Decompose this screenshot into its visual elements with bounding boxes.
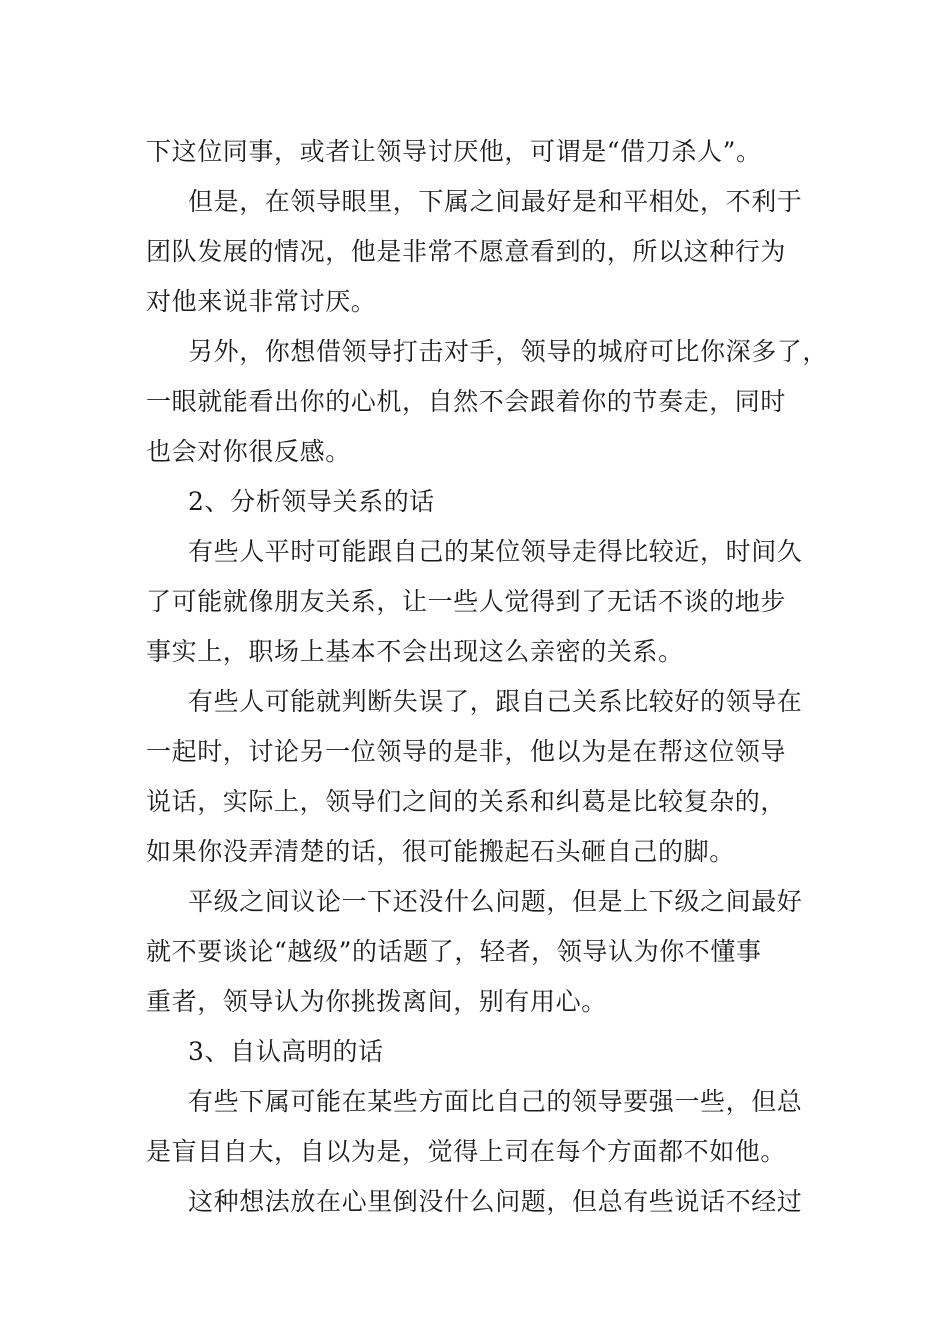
text-line: 有些人可能就判断失误了，跟自己关系比较好的领导在 <box>188 687 803 716</box>
text-line: 就不要谈论“越级”的话题了，轻者，领导认为你不懂事 <box>146 937 762 966</box>
text-line: 一起时，讨论另一位领导的是非，他以为是在帮这位领导 <box>146 737 787 766</box>
text-line: 但是，在领导眼里，下属之间最好是和平相处，不利于 <box>188 187 803 216</box>
text-line: 下这位同事，或者让领导讨厌他，可谓是“借刀杀人”。 <box>146 137 762 166</box>
text-line: 团队发展的情况，他是非常不愿意看到的，所以这种行为 <box>146 237 787 266</box>
text-line: 重者，领导认为你挑拨离间，别有用心。 <box>146 987 607 1016</box>
text-line: 有些人平时可能跟自己的某位领导走得比较近，时间久 <box>188 537 803 566</box>
section-heading: 3、自认高明的话 <box>188 1037 384 1066</box>
text-line: 是盲目自大，自以为是，觉得上司在每个方面都不如他。 <box>146 1137 787 1166</box>
text-line: 说话，实际上，领导们之间的关系和纠葛是比较复杂的， <box>146 787 787 816</box>
text-line: 这种想法放在心里倒没什么问题，但总有些说话不经过 <box>188 1187 803 1216</box>
text-line: 对他来说非常讨厌。 <box>146 287 377 316</box>
text-line: 一眼就能看出你的心机，自然不会跟着你的节奏走，同时 <box>146 387 787 416</box>
text-line: 也会对你很反感。 <box>146 437 351 466</box>
text-line: 了可能就像朋友关系，让一些人觉得到了无话不谈的地步 <box>146 587 787 616</box>
section-heading: 2、分析领导关系的话 <box>188 487 435 516</box>
text-line: 如果你没弄清楚的话，很可能搬起石头砸自己的脚。 <box>146 837 735 866</box>
text-line: 事实上，职场上基本不会出现这么亲密的关系。 <box>146 637 684 666</box>
text-line: 另外，你想借领导打击对手，领导的城府可比你深多了， <box>188 337 829 366</box>
text-line: 有些下属可能在某些方面比自己的领导要强一些，但总 <box>188 1087 803 1116</box>
text-line: 平级之间议论一下还没什么问题，但是上下级之间最好 <box>188 887 803 916</box>
